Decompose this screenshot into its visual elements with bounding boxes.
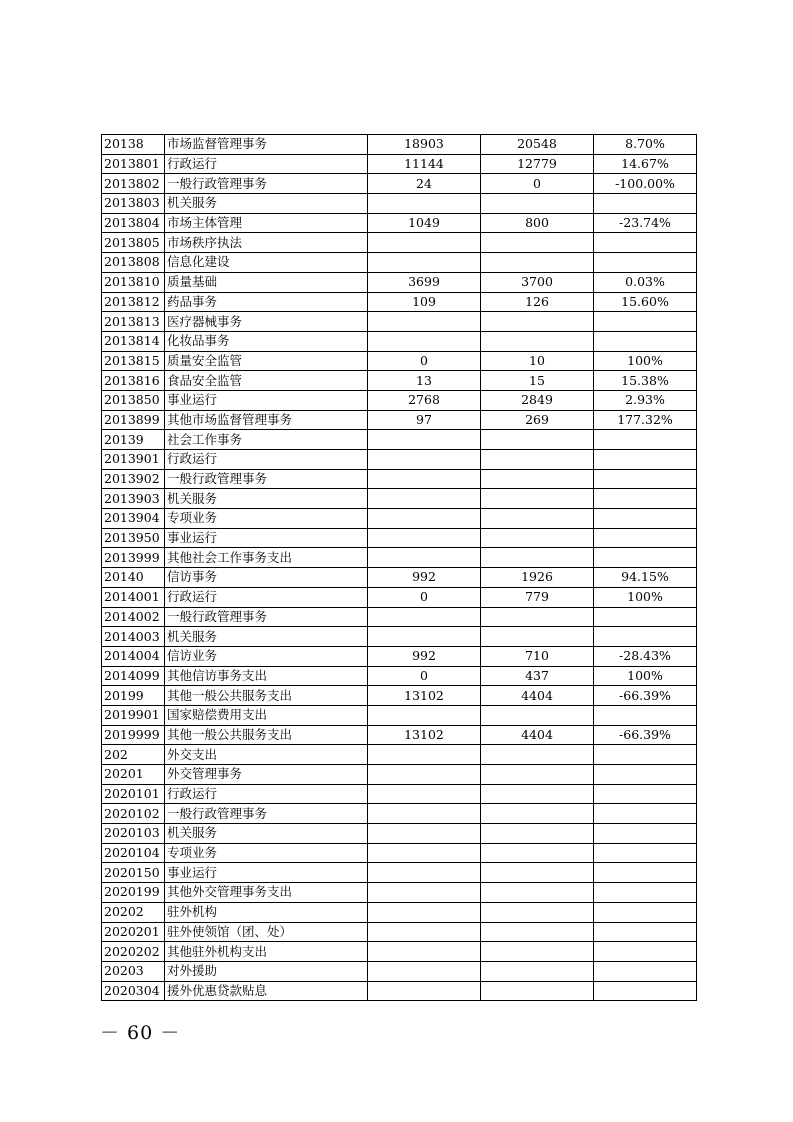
current-year-value-cell [481, 509, 594, 529]
prior-year-value-cell: 2768 [368, 390, 481, 410]
change-rate-cell [594, 627, 697, 647]
subject-code-cell: 2014002 [102, 607, 165, 627]
change-rate-cell: 2.93% [594, 390, 697, 410]
subject-code-cell: 2014004 [102, 646, 165, 666]
subject-code-cell: 2020101 [102, 784, 165, 804]
current-year-value-cell [481, 843, 594, 863]
subject-name-cell: 专项业务 [165, 843, 368, 863]
prior-year-value-cell [368, 784, 481, 804]
table-row [102, 469, 697, 489]
subject-name-cell: 行政运行 [165, 450, 368, 470]
current-year-value-cell [481, 469, 594, 489]
prior-year-value-cell [368, 430, 481, 450]
table-row [102, 922, 697, 942]
subject-code-cell: 2013815 [102, 351, 165, 371]
change-rate-cell [594, 961, 697, 981]
current-year-value-cell: 126 [481, 292, 594, 312]
prior-year-value-cell [368, 627, 481, 647]
current-year-value-cell [481, 253, 594, 273]
subject-code-cell: 2013805 [102, 233, 165, 253]
table-row [102, 725, 697, 745]
table-row [102, 390, 697, 410]
subject-code-cell: 202 [102, 745, 165, 765]
change-rate-cell: 14.67% [594, 154, 697, 174]
table-row [102, 863, 697, 883]
table-row [102, 312, 697, 332]
subject-name-cell: 援外优惠贷款贴息 [165, 981, 368, 1001]
change-rate-cell [594, 705, 697, 725]
subject-name-cell: 国家赔偿费用支出 [165, 705, 368, 725]
subject-code-cell: 2013899 [102, 410, 165, 430]
table-row [102, 430, 697, 450]
table-row [102, 450, 697, 470]
subject-code-cell: 20202 [102, 902, 165, 922]
change-rate-cell: 100% [594, 666, 697, 686]
subject-name-cell: 机关服务 [165, 194, 368, 214]
prior-year-value-cell [368, 922, 481, 942]
current-year-value-cell: 12779 [481, 154, 594, 174]
current-year-value-cell: 710 [481, 646, 594, 666]
subject-code-cell: 2020201 [102, 922, 165, 942]
subject-code-cell: 2020202 [102, 942, 165, 962]
prior-year-value-cell [368, 902, 481, 922]
prior-year-value-cell [368, 804, 481, 824]
subject-name-cell: 专项业务 [165, 509, 368, 529]
current-year-value-cell [481, 902, 594, 922]
subject-name-cell: 其他外交管理事务支出 [165, 883, 368, 903]
page-number: － 60 － [100, 1022, 181, 1044]
subject-code-cell: 2020199 [102, 883, 165, 903]
prior-year-value-cell [368, 489, 481, 509]
subject-code-cell: 2014003 [102, 627, 165, 647]
subject-name-cell: 一般行政管理事务 [165, 469, 368, 489]
prior-year-value-cell: 992 [368, 568, 481, 588]
current-year-value-cell: 4404 [481, 725, 594, 745]
current-year-value-cell: 15 [481, 371, 594, 391]
table-row [102, 666, 697, 686]
table-row [102, 646, 697, 666]
subject-name-cell: 其他一般公共服务支出 [165, 725, 368, 745]
change-rate-cell: 177.32% [594, 410, 697, 430]
change-rate-cell: 94.15% [594, 568, 697, 588]
subject-name-cell: 其他一般公共服务支出 [165, 686, 368, 706]
table-row [102, 784, 697, 804]
change-rate-cell [594, 843, 697, 863]
subject-code-cell: 20140 [102, 568, 165, 588]
current-year-value-cell [481, 607, 594, 627]
subject-code-cell: 20139 [102, 430, 165, 450]
table-row [102, 331, 697, 351]
table-row [102, 253, 697, 273]
subject-name-cell: 驻外使领馆（团、处） [165, 922, 368, 942]
current-year-value-cell [481, 627, 594, 647]
prior-year-value-cell [368, 843, 481, 863]
prior-year-value-cell [368, 863, 481, 883]
subject-name-cell: 机关服务 [165, 489, 368, 509]
change-rate-cell [594, 824, 697, 844]
table-row [102, 686, 697, 706]
prior-year-value-cell: 0 [368, 587, 481, 607]
subject-code-cell: 2020150 [102, 863, 165, 883]
current-year-value-cell [481, 489, 594, 509]
prior-year-value-cell [368, 883, 481, 903]
prior-year-value-cell: 109 [368, 292, 481, 312]
subject-code-cell: 2014099 [102, 666, 165, 686]
subject-code-cell: 2013850 [102, 390, 165, 410]
prior-year-value-cell [368, 253, 481, 273]
change-rate-cell: 100% [594, 351, 697, 371]
prior-year-value-cell [368, 942, 481, 962]
current-year-value-cell: 779 [481, 587, 594, 607]
table-row [102, 213, 697, 233]
current-year-value-cell [481, 863, 594, 883]
table-row [102, 745, 697, 765]
subject-code-cell: 2013902 [102, 469, 165, 489]
table-row [102, 272, 697, 292]
current-year-value-cell [481, 942, 594, 962]
change-rate-cell [594, 331, 697, 351]
change-rate-cell [594, 548, 697, 568]
current-year-value-cell: 269 [481, 410, 594, 430]
current-year-value-cell: 10 [481, 351, 594, 371]
current-year-value-cell [481, 883, 594, 903]
prior-year-value-cell [368, 548, 481, 568]
table-row [102, 627, 697, 647]
table-row [102, 489, 697, 509]
table-row [102, 902, 697, 922]
subject-code-cell: 2013801 [102, 154, 165, 174]
table-row [102, 843, 697, 863]
table-row [102, 587, 697, 607]
change-rate-cell: 0.03% [594, 272, 697, 292]
subject-name-cell: 一般行政管理事务 [165, 174, 368, 194]
current-year-value-cell [481, 824, 594, 844]
current-year-value-cell [481, 765, 594, 785]
subject-code-cell: 2013808 [102, 253, 165, 273]
subject-name-cell: 行政运行 [165, 587, 368, 607]
subject-name-cell: 事业运行 [165, 390, 368, 410]
subject-name-cell: 机关服务 [165, 627, 368, 647]
subject-code-cell: 20201 [102, 765, 165, 785]
prior-year-value-cell: 97 [368, 410, 481, 430]
change-rate-cell [594, 784, 697, 804]
subject-name-cell: 药品事务 [165, 292, 368, 312]
subject-code-cell: 2019999 [102, 725, 165, 745]
table-row [102, 351, 697, 371]
subject-name-cell: 信息化建设 [165, 253, 368, 273]
subject-code-cell: 2013814 [102, 331, 165, 351]
subject-name-cell: 市场监督管理事务 [165, 135, 368, 155]
change-rate-cell: -28.43% [594, 646, 697, 666]
subject-name-cell: 事业运行 [165, 863, 368, 883]
table-row [102, 942, 697, 962]
subject-code-cell: 2013901 [102, 450, 165, 470]
change-rate-cell: 15.60% [594, 292, 697, 312]
subject-code-cell: 2013810 [102, 272, 165, 292]
table-row [102, 410, 697, 430]
subject-name-cell: 食品安全监管 [165, 371, 368, 391]
change-rate-cell [594, 902, 697, 922]
subject-name-cell: 医疗器械事务 [165, 312, 368, 332]
current-year-value-cell [481, 705, 594, 725]
prior-year-value-cell [368, 450, 481, 470]
subject-name-cell: 质量安全监管 [165, 351, 368, 371]
current-year-value-cell [481, 548, 594, 568]
change-rate-cell: -100.00% [594, 174, 697, 194]
current-year-value-cell [481, 804, 594, 824]
prior-year-value-cell: 13102 [368, 686, 481, 706]
current-year-value-cell [481, 450, 594, 470]
table-row [102, 194, 697, 214]
current-year-value-cell [481, 430, 594, 450]
change-rate-cell [594, 312, 697, 332]
subject-code-cell: 2013803 [102, 194, 165, 214]
subject-name-cell: 行政运行 [165, 154, 368, 174]
change-rate-cell [594, 981, 697, 1001]
subject-code-cell: 2020304 [102, 981, 165, 1001]
change-rate-cell: 8.70% [594, 135, 697, 155]
table-row [102, 981, 697, 1001]
subject-code-cell: 2020104 [102, 843, 165, 863]
change-rate-cell: 100% [594, 587, 697, 607]
table-row [102, 509, 697, 529]
table-row [102, 548, 697, 568]
subject-name-cell: 一般行政管理事务 [165, 607, 368, 627]
current-year-value-cell [481, 233, 594, 253]
current-year-value-cell [481, 331, 594, 351]
change-rate-cell: 15.38% [594, 371, 697, 391]
prior-year-value-cell: 992 [368, 646, 481, 666]
current-year-value-cell: 437 [481, 666, 594, 686]
budget-table [101, 134, 697, 1001]
subject-code-cell: 2020102 [102, 804, 165, 824]
current-year-value-cell: 3700 [481, 272, 594, 292]
prior-year-value-cell [368, 509, 481, 529]
prior-year-value-cell [368, 233, 481, 253]
subject-name-cell: 化妆品事务 [165, 331, 368, 351]
subject-name-cell: 一般行政管理事务 [165, 804, 368, 824]
table-row [102, 528, 697, 548]
current-year-value-cell [481, 922, 594, 942]
table-row [102, 154, 697, 174]
change-rate-cell [594, 745, 697, 765]
change-rate-cell [594, 253, 697, 273]
subject-name-cell: 其他市场监督管理事务 [165, 410, 368, 430]
change-rate-cell [594, 489, 697, 509]
current-year-value-cell: 1926 [481, 568, 594, 588]
change-rate-cell [594, 804, 697, 824]
change-rate-cell [594, 942, 697, 962]
current-year-value-cell: 4404 [481, 686, 594, 706]
subject-code-cell: 20199 [102, 686, 165, 706]
subject-code-cell: 20203 [102, 961, 165, 981]
prior-year-value-cell [368, 194, 481, 214]
change-rate-cell: -66.39% [594, 686, 697, 706]
prior-year-value-cell: 24 [368, 174, 481, 194]
change-rate-cell [594, 430, 697, 450]
subject-name-cell: 事业运行 [165, 528, 368, 548]
subject-name-cell: 市场主体管理 [165, 213, 368, 233]
current-year-value-cell: 800 [481, 213, 594, 233]
current-year-value-cell [481, 981, 594, 1001]
subject-code-cell: 2013904 [102, 509, 165, 529]
current-year-value-cell [481, 194, 594, 214]
subject-code-cell: 2013999 [102, 548, 165, 568]
change-rate-cell [594, 528, 697, 548]
prior-year-value-cell: 11144 [368, 154, 481, 174]
subject-name-cell: 其他驻外机构支出 [165, 942, 368, 962]
change-rate-cell [594, 233, 697, 253]
prior-year-value-cell [368, 765, 481, 785]
change-rate-cell [594, 509, 697, 529]
table-row [102, 371, 697, 391]
subject-code-cell: 2013813 [102, 312, 165, 332]
subject-code-cell: 2013802 [102, 174, 165, 194]
subject-name-cell: 机关服务 [165, 824, 368, 844]
table-row [102, 135, 697, 155]
table-row [102, 804, 697, 824]
subject-name-cell: 外交支出 [165, 745, 368, 765]
subject-code-cell: 2013804 [102, 213, 165, 233]
prior-year-value-cell: 3699 [368, 272, 481, 292]
current-year-value-cell: 0 [481, 174, 594, 194]
subject-name-cell: 驻外机构 [165, 902, 368, 922]
subject-name-cell: 其他信访事务支出 [165, 666, 368, 686]
subject-code-cell: 2013816 [102, 371, 165, 391]
prior-year-value-cell [368, 312, 481, 332]
prior-year-value-cell: 13 [368, 371, 481, 391]
prior-year-value-cell [368, 607, 481, 627]
change-rate-cell [594, 765, 697, 785]
current-year-value-cell [481, 784, 594, 804]
current-year-value-cell [481, 312, 594, 332]
change-rate-cell [594, 883, 697, 903]
change-rate-cell [594, 194, 697, 214]
subject-code-cell: 2013903 [102, 489, 165, 509]
prior-year-value-cell: 13102 [368, 725, 481, 745]
subject-name-cell: 外交管理事务 [165, 765, 368, 785]
change-rate-cell [594, 450, 697, 470]
current-year-value-cell [481, 961, 594, 981]
prior-year-value-cell [368, 981, 481, 1001]
subject-name-cell: 其他社会工作事务支出 [165, 548, 368, 568]
table-row [102, 607, 697, 627]
prior-year-value-cell [368, 331, 481, 351]
change-rate-cell: -23.74% [594, 213, 697, 233]
current-year-value-cell [481, 745, 594, 765]
current-year-value-cell: 20548 [481, 135, 594, 155]
subject-code-cell: 2019901 [102, 705, 165, 725]
prior-year-value-cell [368, 745, 481, 765]
subject-name-cell: 行政运行 [165, 784, 368, 804]
prior-year-value-cell: 0 [368, 666, 481, 686]
table-row [102, 292, 697, 312]
change-rate-cell [594, 607, 697, 627]
table-row [102, 824, 697, 844]
prior-year-value-cell [368, 528, 481, 548]
change-rate-cell: -66.39% [594, 725, 697, 745]
prior-year-value-cell [368, 705, 481, 725]
subject-name-cell: 对外援助 [165, 961, 368, 981]
subject-code-cell: 2013812 [102, 292, 165, 312]
current-year-value-cell: 2849 [481, 390, 594, 410]
table-row [102, 568, 697, 588]
subject-name-cell: 信访业务 [165, 646, 368, 666]
subject-code-cell: 20138 [102, 135, 165, 155]
table-row [102, 883, 697, 903]
prior-year-value-cell: 18903 [368, 135, 481, 155]
table-row [102, 705, 697, 725]
subject-name-cell: 社会工作事务 [165, 430, 368, 450]
subject-code-cell: 2013950 [102, 528, 165, 548]
subject-name-cell: 质量基础 [165, 272, 368, 292]
prior-year-value-cell [368, 824, 481, 844]
table-row [102, 961, 697, 981]
subject-name-cell: 信访事务 [165, 568, 368, 588]
prior-year-value-cell [368, 961, 481, 981]
table-row [102, 233, 697, 253]
subject-code-cell: 2014001 [102, 587, 165, 607]
change-rate-cell [594, 922, 697, 942]
change-rate-cell [594, 469, 697, 489]
prior-year-value-cell: 1049 [368, 213, 481, 233]
current-year-value-cell [481, 528, 594, 548]
table-row [102, 765, 697, 785]
table-body [102, 135, 697, 1001]
subject-code-cell: 2020103 [102, 824, 165, 844]
change-rate-cell [594, 863, 697, 883]
prior-year-value-cell: 0 [368, 351, 481, 371]
table-row [102, 174, 697, 194]
subject-name-cell: 市场秩序执法 [165, 233, 368, 253]
prior-year-value-cell [368, 469, 481, 489]
